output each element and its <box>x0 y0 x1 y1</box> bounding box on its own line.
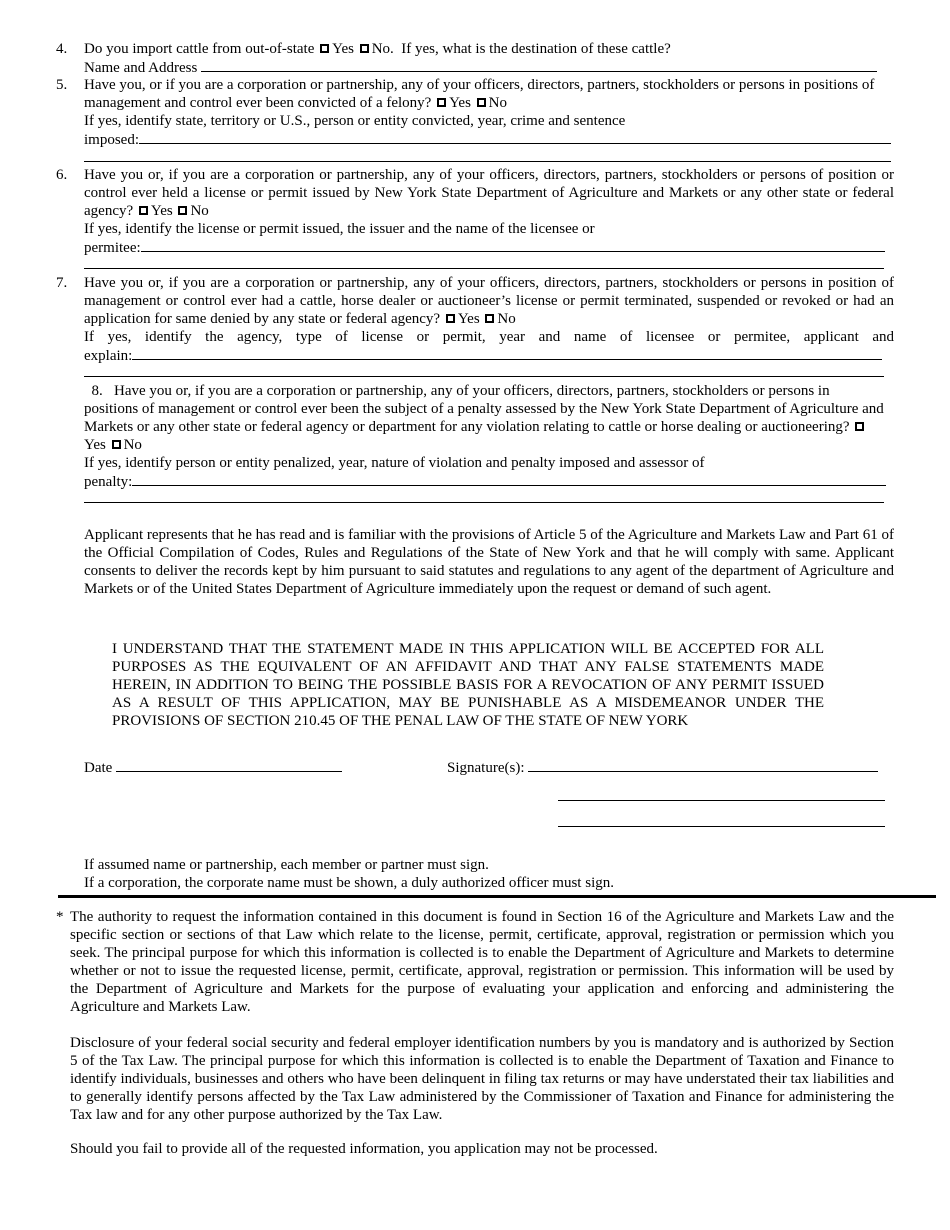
q7-followup: If yes, identify the agency, type of license or permit, year and name of licensee or permitee, applicant and <box>84 329 894 345</box>
q8-yes-checkbox[interactable] <box>855 422 864 431</box>
q6-field[interactable] <box>141 238 885 252</box>
q7-field-row <box>84 346 894 365</box>
signature-field-2[interactable] <box>558 800 885 801</box>
q4-yes-label: Yes <box>332 41 354 57</box>
q6-yes-checkbox[interactable] <box>139 206 148 215</box>
q4-name-address-row <box>84 58 894 77</box>
q5-field[interactable] <box>139 130 891 144</box>
q7-text: Have you or, if you are a corporation or partnership, any of your officers, directors, partners, stockholders or persons in position of management or control ever had a cattle, horse dealer or auctioneer’s license or permit terminated, suspended or revoked or had an application for same denied by any state or federal agency? <box>84 275 894 327</box>
q5-yes-checkbox[interactable] <box>437 98 446 107</box>
q7-no-label: No <box>497 311 516 327</box>
footnote-failure: Should you fail to provide all of the requested information, you application may not be processed. <box>70 1141 658 1157</box>
q7-number: 7. <box>56 275 68 291</box>
signature-row <box>447 758 878 777</box>
q4-no-label: No. <box>371 41 394 57</box>
q5-no-label: No <box>488 95 508 111</box>
q6-field-label: permitee: <box>84 240 141 256</box>
q5-followup: If yes, identify state, territory or U.S., person or entity convicted, year, crime and sentence <box>84 113 626 129</box>
q5-extra-line[interactable] <box>84 161 891 162</box>
q7-field[interactable] <box>132 346 882 360</box>
q8-extra-line[interactable] <box>84 502 884 503</box>
q8-no-label: No <box>123 437 142 453</box>
q8-question <box>84 382 884 454</box>
q4-question <box>84 40 894 58</box>
q8-number: 8. <box>91 383 103 399</box>
footnote-authority: The authority to request the information contained in this document is found in Section 16 of the Agriculture and Markets Law and the specific section or sections of that Law which relate to the license, permit, certificate, approval, registration or permission which you seek. The principal purpose for which this information is collected is to enable the Department of Agriculture and Markets to determine whether or not to issue the requested license, permit, certificate, approval, registration or permission. This information will be used by the Department of Agriculture and Markets for the purpose of evaluating your application and enforcing and administering the Agriculture and Markets Law. <box>70 909 894 1015</box>
q5-field-row <box>84 130 894 149</box>
footnote-disclosure: Disclosure of your federal social security and federal employer identification numbers by you is mandatory and is authorized by Section 5 of the Tax Law. The principal purpose for which this information is collected is to enable the Department of Taxation and Finance to identify individuals, businesses and others who have been delinquent in filing tax returns or may have understated their tax liabilities and to generally identify persons affected by the Tax Law administered by the Commissioner of Taxation and Finance for administering the Tax law and for any other purpose authorized by the Tax Law. <box>70 1035 894 1123</box>
q8-yes-label: Yes <box>84 437 106 453</box>
q5-field-label: imposed: <box>84 132 139 148</box>
q5-number: 5. <box>56 77 68 93</box>
q6-followup: If yes, identify the license or permit issued, the issuer and the name of the licensee or <box>84 221 595 237</box>
q7-yes-label: Yes <box>457 311 480 327</box>
q7-field-label: explain: <box>84 348 133 364</box>
partnership-sign-note: If assumed name or partnership, each member or partner must sign. <box>84 857 489 873</box>
q8-text: Have you or, if you are a corporation or partnership, any of your officers, directors, partners, stockholders or persons in positions of management or control ever been the subject of a penalty assessed by the New York State Department of Agriculture and Markets or any other state or federal agency or department for any violation relating to cattle or horse dealing or auctioneering? <box>84 383 884 435</box>
q8-field-row <box>84 472 894 491</box>
corporation-sign-note: If a corporation, the corporate name must be shown, a duly authorized officer must sign. <box>84 875 614 891</box>
q5-text: Have you, or if you are a corporation or partnership, any of your officers, directors, partners, stockholders or persons in positions of management and control ever been convicted of a felony? <box>84 77 875 111</box>
applicant-representation: Applicant represents that he has read and is familiar with the provisions of Article 5 of the Agriculture and Markets Law and Part 61 of the Official Compilation of Codes, Rules and Regulations of the State of New York and that he will comply with same. Applicant consents to deliver the records kept by him pursuant to said statutes and regulations to any agent of the department of Agriculture and Markets or of the United States Department of Agriculture immediately upon the request or demand of such agent. <box>84 527 894 597</box>
q7-extra-line[interactable] <box>84 376 884 377</box>
q6-no-checkbox[interactable] <box>178 206 187 215</box>
q6-number: 6. <box>56 167 68 183</box>
q4-yes-checkbox[interactable] <box>320 44 329 53</box>
q7-yes-checkbox[interactable] <box>446 314 455 323</box>
q6-extra-line[interactable] <box>84 268 884 269</box>
q6-yes-label: Yes <box>150 203 173 219</box>
q6-no-label: No <box>190 203 209 219</box>
q8-no-checkbox[interactable] <box>112 440 121 449</box>
date-field[interactable] <box>116 758 342 772</box>
q5-question <box>84 76 884 112</box>
date-row <box>84 758 342 777</box>
q7-question <box>84 274 894 328</box>
footnote-marker: * <box>56 909 64 925</box>
q8-field[interactable] <box>132 472 886 486</box>
q5-yes-label: Yes <box>449 95 471 111</box>
q4-text-a: Do you import cattle from out-of-state <box>84 41 315 57</box>
affidavit-statement: I UNDERSTAND THAT THE STATEMENT MADE IN THIS APPLICATION WILL BE ACCEPTED FOR ALL PURPOSES AS THE EQUIVALENT OF AN AFFIDAVIT AND THAT ANY FALSE STATEMENTS MADE HEREIN, IN ADDITION TO BEING THE POSSIBLE BASIS FOR A REVOCATION OF ANY PERMIT ISSUED AS A RESULT OF THIS APPLICATION, MAY BE PUNISHABLE AS A MISDEMEANOR UNDER THE PROVISIONS OF SECTION 210.45 OF THE PENAL LAW OF THE STATE OF NEW YORK <box>112 641 824 729</box>
signature-field-3[interactable] <box>558 826 885 827</box>
q7-no-checkbox[interactable] <box>485 314 494 323</box>
q6-text: Have you or, if you are a corporation or partnership, any of your officers, directors, partners, stockholders or persons of position or control ever held a license or permit issued by New York State Department of Agriculture and Markets or any other state or federal agency? <box>84 167 894 219</box>
date-label: Date <box>84 760 113 776</box>
q4-name-address-field[interactable] <box>201 58 877 72</box>
q4-number: 4. <box>56 41 68 57</box>
q8-followup: If yes, identify person or entity penalized, year, nature of violation and penalty imposed and assessor of <box>84 455 705 471</box>
q4-name-address-label: Name and Address <box>84 60 198 76</box>
q4-text-b: If yes, what is the destination of these cattle? <box>401 41 671 57</box>
section-divider <box>58 895 936 898</box>
q4-no-checkbox[interactable] <box>360 44 369 53</box>
q6-question <box>84 166 894 220</box>
signature-label: Signature(s): <box>447 760 525 776</box>
q5-no-checkbox[interactable] <box>477 98 486 107</box>
q8-field-label: penalty: <box>84 474 133 490</box>
signature-field-1[interactable] <box>528 758 878 772</box>
q6-field-row <box>84 238 894 257</box>
